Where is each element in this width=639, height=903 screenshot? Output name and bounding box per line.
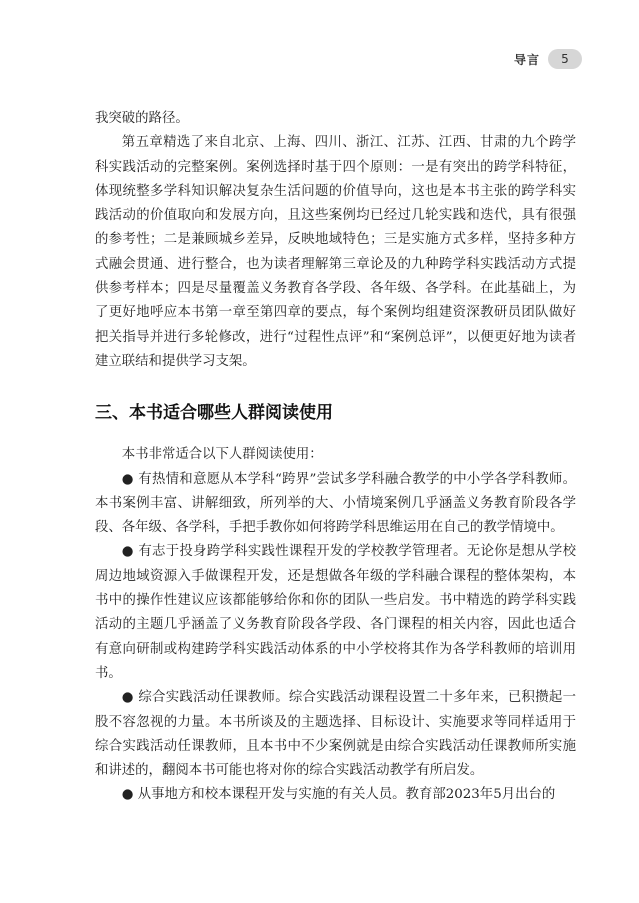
intro-paragraph: 本书非常适合以下人群阅读使用：	[121, 447, 323, 463]
page-number-badge: 5	[548, 49, 582, 69]
bullet-paragraph-teachers: ● 有热情和意愿从本学科“跨界”尝试多学科融合教学的中小学各学科教师。本书案例丰富、讲解细致，所列举的大、小情境案例几乎涵盖义务教育阶段各学段、各年级、各学科，手把手教你如何将跨学科思维运用在自己的教学情境中。	[95, 471, 576, 536]
running-header	[514, 49, 582, 69]
section-heading: 三、本书适合哪些人群阅读使用	[95, 403, 333, 424]
section-title: 导言	[513, 52, 540, 67]
bullet-paragraph-practice-teachers: ● 综合实践活动任课教师。综合实践活动课程设置二十多年来，已积攒起一股不容忽视的力量。本书所谈及的主题选择、目标设计、实施要求等同样适用于综合实践活动任课教师，且本书中不少案例就是由综合实践活动任课教师所实施和讲述的，翻阅本书可能也将对你的综合实践活动教学有所启发。	[95, 690, 576, 779]
page-body	[95, 107, 576, 808]
continuation-paragraph: 我突破的路径。	[95, 111, 189, 126]
chapter5-paragraph: 第五章精选了来自北京、上海、四川、浙江、江苏、江西、甘肃的九个跨学科实践活动的完整案例。案例选择时基于四个原则：一是有突出的跨学科特征，体现统整多学科知识解决复杂生活问题的价值导向，这也是本书主张的跨学科实践活动的价值取向和发展方向，且这些案例均已经过几轮实践和迭代，具有很强的参考性；二是兼顾城乡差异，反映地域特色；三是实施方式多样，坚持多种方式融会贯通、进行整合，也为读者理解第三章论及的九种跨学科实践活动方式提供参考样本；四是尽量覆盖义务教育各学段、各年级、各学科。在此基础上，为了更好地呼应本书第一章至第四章的要点，每个案例均组建资深教研员团队做好把关指导并进行多轮修改，进行“过程性点评”和“案例总评”，以便更好地为读者建立联结和提供学习支架。	[95, 135, 576, 369]
bullet-paragraph-managers: ● 有志于投身跨学科实践性课程开发的学校教学管理者。无论你是想从学校周边地域资源入手做课程开发，还是想做各年级的学科融合课程的整体架构，本书中的操作性建议应该都能够给你和你的团队一些启发。书中精选的跨学科实践活动的主题几乎涵盖了义务教育阶段各学段、各门课程的相关内容，因此也适合有意向研制或构建跨学科实践活动体系的中小学校将其作为各学科教师的培训用书。	[95, 544, 576, 681]
bullet-paragraph-curriculum-staff: ● 从事地方和校本课程开发与实施的有关人员。教育部2023年5月出台的	[121, 787, 556, 803]
